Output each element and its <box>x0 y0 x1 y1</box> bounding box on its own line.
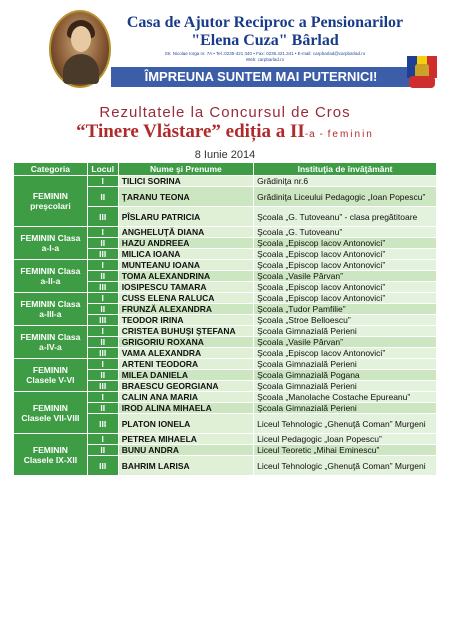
name-cell: VAMA ALEXANDRA <box>118 348 253 359</box>
name-cell: BUNU ANDRA <box>118 445 253 456</box>
header-school: Instituţia de învăţământ <box>254 163 437 176</box>
edition-suffix: -a - <box>304 129 328 140</box>
name-cell: FRUNZĂ ALEXANDRA <box>118 304 253 315</box>
school-cell: Grădiniţa nr.6 <box>254 176 437 187</box>
organization-name: Casa de Ajutor Reciproc a Pensionarilor <box>126 14 404 31</box>
table-row <box>14 260 437 271</box>
results-table <box>13 162 437 476</box>
name-cell: GRIGORIU ROXANA <box>118 337 253 348</box>
category-cell: FEMININ Clasele V-VI <box>14 359 88 392</box>
school-cell: Şcoala „Episcop Iacov Antonovici” <box>254 238 437 249</box>
category-cell: FEMININ Clasa a-III-a <box>14 293 88 326</box>
place-cell: III <box>87 456 118 476</box>
place-cell: III <box>87 414 118 434</box>
place-cell: I <box>87 434 118 445</box>
organization-subtitle: "Elena Cuza" Bârlad <box>191 32 339 49</box>
school-cell: Şcoala „Tudor Pamfilie” <box>254 304 437 315</box>
romania-flag-icon <box>407 56 437 90</box>
place-cell: III <box>87 348 118 359</box>
place-cell: I <box>87 260 118 271</box>
place-cell: II <box>87 271 118 282</box>
name-cell: MILICA IOANA <box>118 249 253 260</box>
name-cell: TOMA ALEXANDRINA <box>118 271 253 282</box>
elena-cuza-portrait-logo <box>49 10 111 88</box>
motto-banner: ÎMPREUNA SUNTEM MAI PUTERNICI! <box>111 67 411 87</box>
table-row <box>14 359 437 370</box>
table-row <box>14 227 437 238</box>
table-row <box>14 293 437 304</box>
table-row <box>14 326 437 337</box>
place-cell: II <box>87 445 118 456</box>
name-cell: TILICI SORINA <box>118 176 253 187</box>
header-name: Nume şi Prenume <box>118 163 253 176</box>
school-cell: Şcoala Gimnazială Pogana <box>254 370 437 381</box>
place-cell: III <box>87 282 118 293</box>
name-cell: MILEA DANIELA <box>118 370 253 381</box>
place-cell: I <box>87 293 118 304</box>
logo-face <box>71 26 91 52</box>
name-cell: IROD ALINA MIHAELA <box>118 403 253 414</box>
place-cell: II <box>87 337 118 348</box>
category-cell: FEMININ Clasa a-IV-a <box>14 326 88 359</box>
school-cell: Şcoala „Vasile Pârvan” <box>254 337 437 348</box>
category-cell: FEMININ Clasele IX-XII <box>14 434 88 476</box>
school-cell: Liceul Tehnologic „Ghenuţă Coman” Murgeni <box>254 414 437 434</box>
name-cell: BAHRIM LARISA <box>118 456 253 476</box>
place-cell: III <box>87 381 118 392</box>
competition-date: 8 Iunie 2014 <box>194 149 256 161</box>
school-cell: Şcoala „Episcop Iacov Antonovici” <box>254 249 437 260</box>
logo-dress <box>63 54 99 84</box>
header-place: Locul <box>87 163 118 176</box>
name-cell: MUNTEANU IOANA <box>118 260 253 271</box>
place-cell: I <box>87 176 118 187</box>
category-cell: FEMININ Clasa a-I-a <box>14 227 88 260</box>
name-cell: PLATON IONELA <box>118 414 253 434</box>
place-cell: II <box>87 304 118 315</box>
school-cell: Şcoala „G. Tutoveanu” <box>254 227 437 238</box>
name-cell: BRAESCU GEORGIANA <box>118 381 253 392</box>
organization-address <box>115 51 415 63</box>
address-line: Str. Nicolae Iorga nr. 7A • Tel.:0235-421 340 • Fax: 0235.421.341 • E-mail: carpbarlad@carpbarlad.ro <box>164 51 366 56</box>
name-cell: CALIN ANA MARIA <box>118 392 253 403</box>
name-cell: TEODOR IRINA <box>118 315 253 326</box>
place-cell: II <box>87 403 118 414</box>
romania-map-icon <box>409 76 435 88</box>
school-cell: Şcoala „Episcop Iacov Antonovici” <box>254 293 437 304</box>
school-cell: Şcoala „Stroe Belloescu” <box>254 315 437 326</box>
results-title: Rezultatele la Concursul de Cros <box>99 104 351 121</box>
place-cell: I <box>87 359 118 370</box>
school-cell: Şcoala „Episcop Iacov Antonovici” <box>254 282 437 293</box>
school-cell: Şcoala „Manolache Costache Epureanu” <box>254 392 437 403</box>
school-cell: Şcoala Gimnazială Perieni <box>254 403 437 414</box>
name-cell: PÎSLARU PATRICIA <box>118 207 253 227</box>
name-cell: CUSS ELENA RALUCA <box>118 293 253 304</box>
place-cell: III <box>87 249 118 260</box>
name-cell: CRISTEA BUHUŞI ŞTEFANA <box>118 326 253 337</box>
place-cell: I <box>87 227 118 238</box>
school-cell: Şcoala „Vasile Pârvan” <box>254 271 437 282</box>
name-cell: ŢARANU TEONA <box>118 187 253 207</box>
school-cell: Liceul Tehnologic „Ghenuţă Coman” Murgeni <box>254 456 437 476</box>
school-cell: Liceul Pedagogic „Ioan Popescu” <box>254 434 437 445</box>
school-cell: Şcoala „Episcop Iacov Antonovici” <box>254 348 437 359</box>
place-cell: III <box>87 315 118 326</box>
competition-title <box>0 121 450 143</box>
school-cell: Liceul Teoretic „Mihai Eminescu” <box>254 445 437 456</box>
name-cell: ANGHELUŢĂ DIANA <box>118 227 253 238</box>
table-header-row <box>14 163 437 176</box>
name-cell: IOSIPESCU TAMARA <box>118 282 253 293</box>
school-cell: Şcoala Gimnazială Perieni <box>254 381 437 392</box>
place-cell: II <box>87 238 118 249</box>
category-cell: FEMININ preşcolari <box>14 176 88 227</box>
competition-name: “Tinere Vlăstare” ediția a II <box>76 121 305 142</box>
category-cell: FEMININ Clasele VII-VIII <box>14 392 88 434</box>
table-row <box>14 434 437 445</box>
table-row <box>14 176 437 187</box>
school-cell: Şcoala Gimnazială Perieni <box>254 326 437 337</box>
place-cell: II <box>87 187 118 207</box>
school-cell: Şcoala „Episcop Iacov Antonovici” <box>254 260 437 271</box>
place-cell: I <box>87 392 118 403</box>
place-cell: III <box>87 207 118 227</box>
place-cell: I <box>87 326 118 337</box>
name-cell: PETREA MIHAELA <box>118 434 253 445</box>
name-cell: HAZU ANDREEA <box>118 238 253 249</box>
school-cell: Grădiniţa Liceului Pedagogic „Ioan Popescu” <box>254 187 437 207</box>
school-cell: Şcoala „G. Tutoveanu” - clasa pregătitoare <box>254 207 437 227</box>
table-row <box>14 392 437 403</box>
web-line: Web: carpbarlad.ro <box>245 57 285 62</box>
place-cell: II <box>87 370 118 381</box>
table-body <box>14 176 437 476</box>
school-cell: Şcoala Gimnazială Perieni <box>254 359 437 370</box>
letterhead <box>45 8 437 92</box>
name-cell: ARTENI TEODORA <box>118 359 253 370</box>
header-category: Categoria <box>14 163 88 176</box>
category-cell: FEMININ Clasa a-II-a <box>14 260 88 293</box>
gender-tag: feminin <box>327 129 374 140</box>
